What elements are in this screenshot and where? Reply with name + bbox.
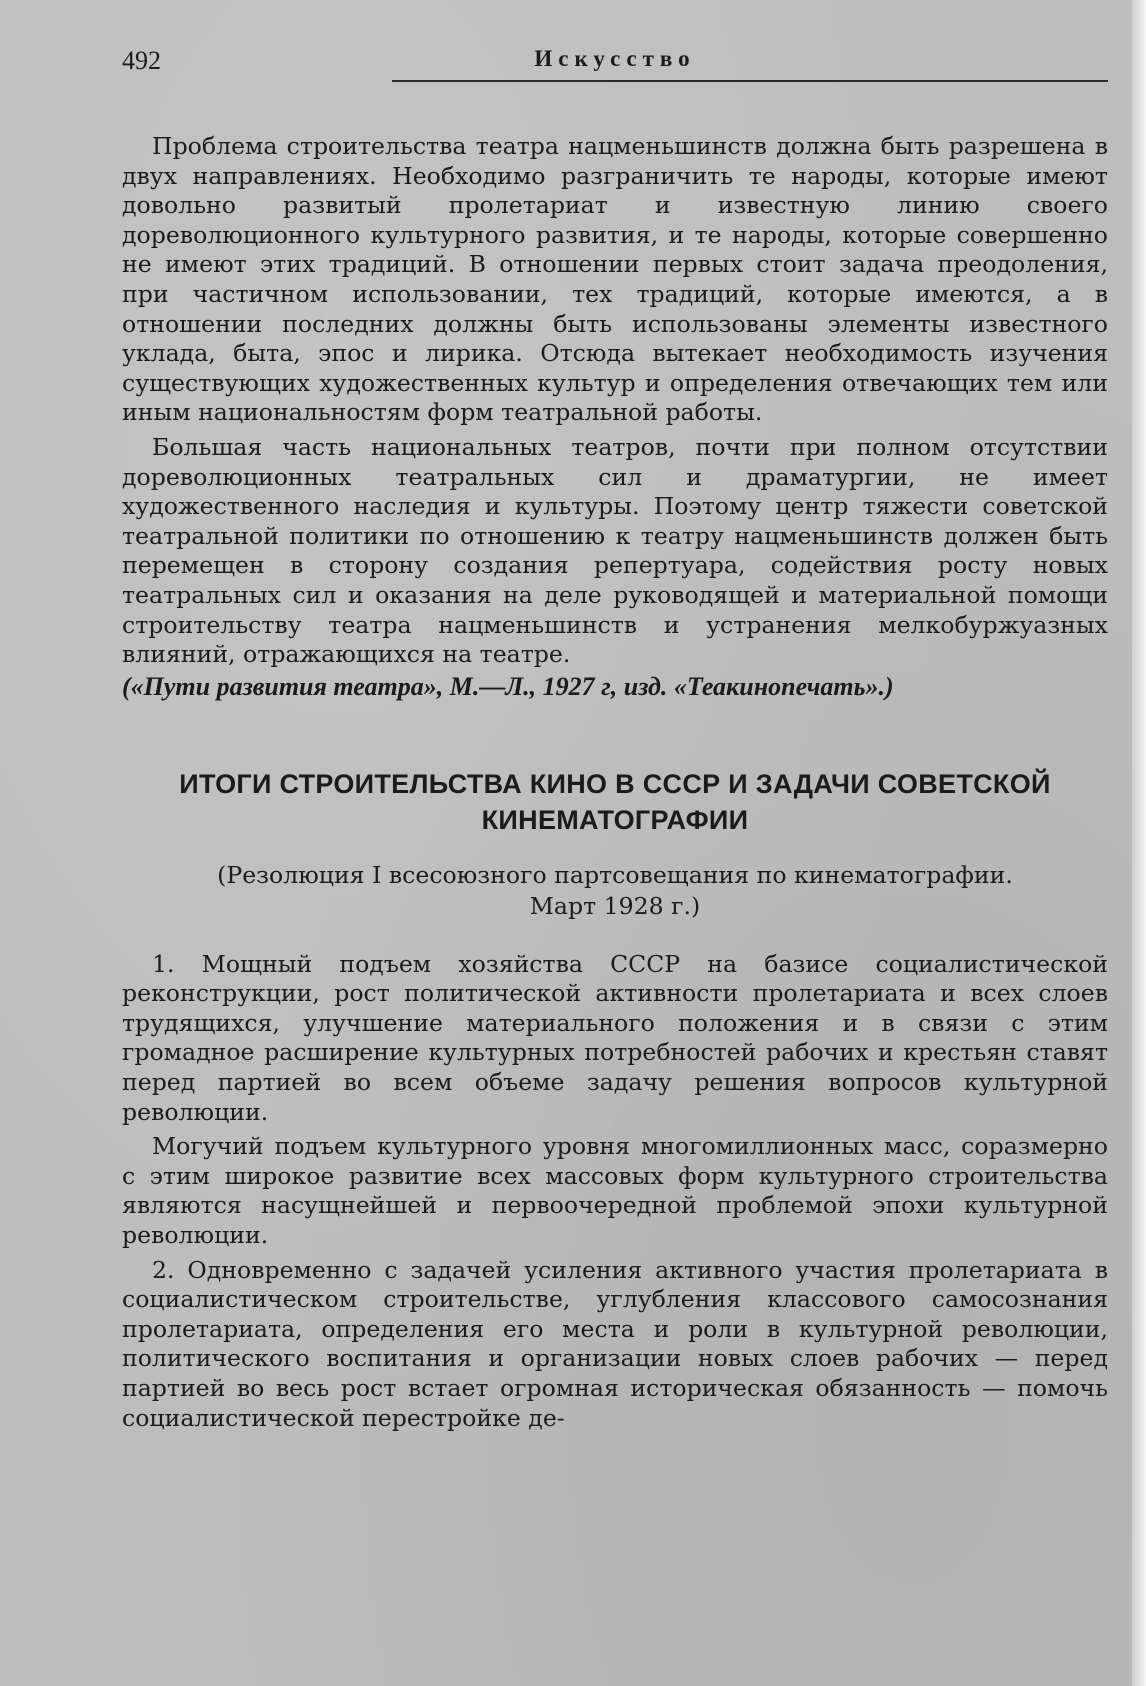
paragraph: Могучий подъем культурного уровня многомиллионных масс, соразмерно с этим широкое развитие всех массовых форм культурного строительства являются насущнейшей и первоочередной проблемой эпохи культурной революции. bbox=[122, 1132, 1108, 1250]
header-rule bbox=[392, 80, 1108, 82]
article-theatre bbox=[122, 132, 1108, 702]
running-title: Искусство bbox=[534, 46, 696, 71]
article-cinema bbox=[122, 950, 1108, 1434]
paragraph: Большая часть национальных театров, почти при полном отсутствии дореволюционных театральных сил и драматургии, не имеет художественного наследия и культуры. Поэтому центр тяжести советской театральной политики по отношению к театру нацменьшинств должен быть перемещен в сторону создания репертуара, содействия росту новых театральных сил и оказания на деле руководящей и материальной помощи строительству театра нацменьшинств и устранения мелкобуржуазных влияний, отражающихся на театре. bbox=[122, 432, 1108, 669]
section-title bbox=[122, 766, 1108, 838]
subtitle-line: (Резолюция I всесоюзного партсовещания по кинематографии. bbox=[217, 860, 1013, 889]
running-head bbox=[122, 40, 1108, 80]
paragraph: 2. Одновременно с задачей усиления активного участия пролетариата в социалистическом строительстве, углубления классового самосознания пролетариата, определения его места и роли в культурной революции, политического воспитания и организации новых слоев рабочих — перед партией во весь рост встает огромная историческая обязанность — помочь социалистической перестройке де- bbox=[122, 1255, 1108, 1432]
paragraph: 1. Мощный подъем хозяйства СССР на базисе социалистической реконструкции, рост политической активности пролетариата и всех слоев трудящихся, улучшение материального положения и в связи с этим громадное расширение культурных потребностей рабочих и крестьян ставят перед партией во всем объеме задачу решения вопросов культурной революции. bbox=[122, 949, 1108, 1126]
section-title-line: ИТОГИ СТРОИТЕЛЬСТВА КИНО В СССР И ЗАДАЧИ СОВЕТСКОЙ bbox=[179, 768, 1051, 799]
book-page bbox=[122, 40, 1108, 1433]
page-number: 492 bbox=[122, 46, 161, 75]
paragraph: Проблема строительства театра нацменьшинств должна быть разрешена в двух направлениях. Необходимо разграничить те народы, которые имеют довольно развитый пролетариат и известную линию своего дореволюционного культурного развития, и те народы, которые совершенно не имеют этих традиций. В отношении первых стоит задача преодоления, при частичном использовании, тех традиций, которые имеются, а в отношении последних должны быть использованы элементы известного уклада, быта, эпос и лирика. Отсюда вытекает необходимость изучения существующих художественных культур и определения отвечающих тем или иным национальностям форм театральной работы. bbox=[122, 132, 1108, 427]
resolution-subtitle bbox=[122, 860, 1108, 922]
section-title-line: КИНЕМАТОГРАФИИ bbox=[481, 804, 749, 835]
source-citation: («Пути развития театра», М.—Л., 1927 г, изд. «Теакинопечать».) bbox=[122, 671, 894, 701]
page-edge bbox=[1132, 0, 1146, 1686]
subtitle-line: Март 1928 г.) bbox=[529, 891, 701, 920]
